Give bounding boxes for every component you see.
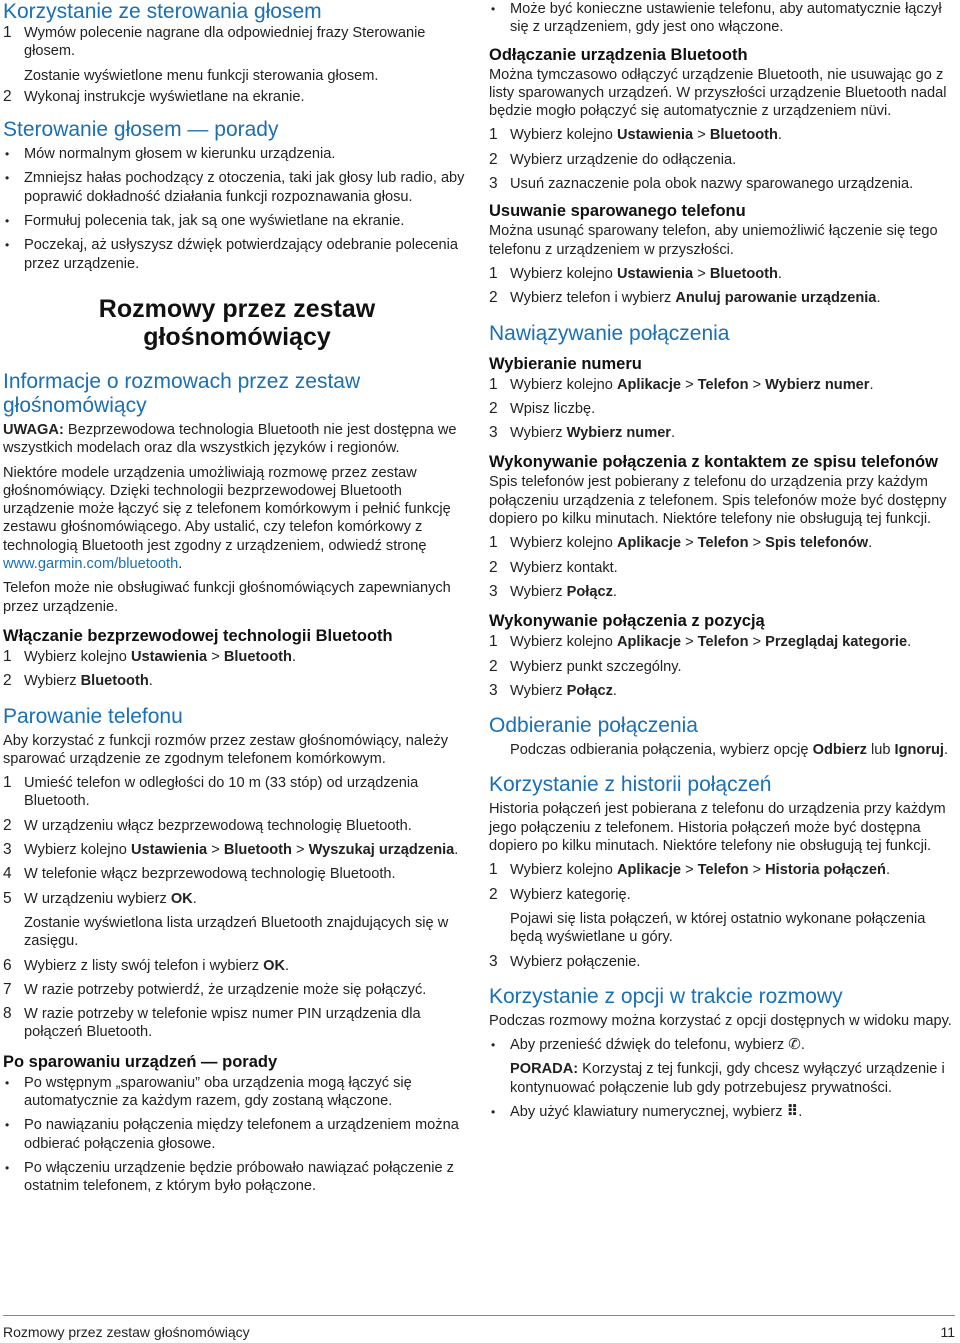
separator: > bbox=[681, 634, 698, 651]
phone-handset-icon: ✆ bbox=[788, 1036, 801, 1054]
in-call-options-intro: Podczas rozmowy można korzystać z opcji dostępnych w widoku mapy. bbox=[489, 1012, 952, 1029]
paragraph-end: . bbox=[943, 742, 949, 759]
receiving-call-text bbox=[489, 741, 955, 759]
separator: > bbox=[681, 376, 698, 393]
phone-menu-ref: Telefon bbox=[697, 862, 749, 879]
step-number: 1 bbox=[489, 633, 498, 651]
in-call-option-keypad bbox=[489, 1103, 955, 1121]
phone-support-paragraph: Telefon może nie obsługiwać funkcji głośnomówiących zapewnianych przez urządzenie. bbox=[3, 580, 451, 615]
step-text: Wybierz kolejno bbox=[24, 648, 131, 665]
step-end: . bbox=[291, 648, 296, 665]
step-text: Wybierz telefon i wybierz bbox=[510, 290, 676, 307]
voice-tip-4: • Poczekaj, aż usłyszysz dźwięk potwierdzający odebranie polecenia przez urządzenie. bbox=[3, 236, 471, 273]
pairing-step-2 bbox=[3, 817, 471, 835]
call-option-ref: Połącz bbox=[566, 682, 613, 699]
pairing-step-6 bbox=[3, 957, 471, 975]
step-number: 1 bbox=[3, 24, 12, 41]
pairing-tip-4: • Może być konieczne ustawienie telefonu, aby automatycznie łączył się z urządzeniem, gdy jest ono włączone. bbox=[489, 0, 955, 37]
poi-step-1 bbox=[489, 633, 955, 651]
step-end: . bbox=[907, 634, 912, 651]
separator: > bbox=[748, 862, 766, 879]
unpair-option-ref: Anuluj parowanie urządzenia bbox=[675, 290, 877, 307]
phone-menu-ref: Telefon bbox=[697, 535, 749, 552]
call-history-intro: Historia połączeń jest pobierana z telefonu do urządzenia przy każdym jego połączeniu z telefonem. Historia połączeń może być dostępna dopiero po kilku minutach. Niektóre telefony nie obsługują tej funkcji. bbox=[489, 801, 946, 855]
settings-menu-ref: Ustawienia bbox=[130, 648, 208, 665]
step-text: Wybierz kolejno bbox=[510, 535, 617, 552]
separator: > bbox=[748, 634, 766, 651]
step-number: 3 bbox=[489, 952, 498, 970]
right-column bbox=[489, 0, 955, 1121]
enable-bluetooth-heading: Włączanie bezprzewodowej technologii Bluetooth bbox=[3, 626, 393, 645]
bluetooth-info-paragraph bbox=[3, 464, 471, 574]
dial-step-1 bbox=[489, 376, 955, 394]
separator: > bbox=[681, 535, 698, 552]
step-text: Wybierz kontakt. bbox=[510, 559, 618, 576]
dial-step-2 bbox=[489, 400, 955, 418]
step-text: Wybierz bbox=[510, 583, 567, 600]
phonebook-menu-ref: Spis telefonów bbox=[765, 535, 869, 552]
separator: > bbox=[207, 842, 224, 859]
tip-paragraph bbox=[489, 1060, 955, 1097]
pairing-step-5 bbox=[3, 890, 471, 908]
ignore-option-ref: Ignoruj bbox=[894, 742, 944, 759]
voice-control-heading: Korzystanie ze sterowania głosem bbox=[3, 0, 322, 23]
step-text: W telefonie włącz bezprzewodową technologię Bluetooth. bbox=[24, 866, 396, 883]
phonebook-intro: Spis telefonów jest pobierany z telefonu do urządzenia przy każdym połączeniu urządzenia z telefonem. Spis telefonów może być dostępny dopiero po kilku minutach. Niektóre telefony nie obsługują tej funkcji. bbox=[489, 474, 947, 528]
pairing-heading: Parowanie telefonu bbox=[3, 704, 183, 728]
voice-tip-2: • Zmniejsz hałas pochodzący z otoczenia, taki jak głosy lub radio, aby poprawić dokładność działania funkcji rozpoznawania głosu. bbox=[3, 169, 471, 206]
bullet-text: Aby przenieść dźwięk do telefonu, wybierz bbox=[510, 1037, 789, 1054]
step-end: . bbox=[285, 957, 290, 974]
step-end: . bbox=[869, 376, 874, 393]
step-number: 2 bbox=[489, 399, 498, 417]
pairing-tip-3: • Po włączeniu urządzenie będzie próbowało nawiązać połączenie z ostatnim telefonem, z którym było połączone. bbox=[3, 1159, 471, 1196]
pairing-step-7 bbox=[3, 981, 471, 999]
separator: lub bbox=[866, 742, 895, 759]
tip-label: PORADA: bbox=[510, 1061, 579, 1078]
history-step-3 bbox=[489, 953, 955, 971]
separator: > bbox=[681, 862, 698, 879]
bluetooth-menu-ref: Bluetooth bbox=[223, 648, 292, 665]
step-end: . bbox=[148, 673, 153, 690]
apps-menu-ref: Aplikacje bbox=[616, 634, 682, 651]
step-text: Wybierz kolejno bbox=[24, 842, 131, 859]
step-text: Usuń zaznaczenie pola obok nazwy sparowanego urządzenia. bbox=[510, 176, 914, 193]
settings-menu-ref: Ustawienia bbox=[616, 265, 694, 282]
step-number: 3 bbox=[489, 681, 498, 699]
step-text: Wybierz kolejno bbox=[510, 127, 617, 144]
chapter-title-line-2: głośnomówiący bbox=[143, 322, 331, 351]
step-end: . bbox=[868, 535, 873, 552]
step-text: Wybierz kolejno bbox=[510, 265, 617, 282]
step-number: 1 bbox=[3, 774, 12, 792]
history-step-2 bbox=[489, 886, 955, 904]
step-end: . bbox=[777, 265, 782, 282]
separator: > bbox=[748, 376, 766, 393]
step-number: 1 bbox=[3, 647, 12, 665]
ok-option-ref: OK bbox=[263, 957, 285, 974]
disconnect-step-1 bbox=[489, 126, 955, 144]
poi-step-2 bbox=[489, 658, 955, 676]
step-number: 1 bbox=[489, 264, 498, 282]
remove-phone-step-1 bbox=[489, 265, 955, 283]
in-call-options-heading: Korzystanie z opcji w trakcie rozmowy bbox=[489, 984, 843, 1008]
browse-categories-ref: Przeglądaj kategorie bbox=[765, 634, 908, 651]
placing-call-heading: Nawiązywanie połączenia bbox=[489, 321, 730, 345]
step-number: 3 bbox=[3, 841, 12, 859]
dial-number-heading: Wybieranie numeru bbox=[489, 354, 642, 373]
step-number: 3 bbox=[489, 424, 498, 442]
separator: > bbox=[693, 265, 710, 282]
disconnect-step-3 bbox=[489, 175, 955, 193]
dial-step-3 bbox=[489, 424, 955, 442]
step-end: . bbox=[454, 842, 459, 859]
step-end: . bbox=[192, 890, 197, 907]
step-text: W razie potrzeby potwierdź, że urządzenie może się połączyć. bbox=[24, 981, 427, 998]
page-footer bbox=[3, 1315, 955, 1342]
bullet-end: . bbox=[800, 1037, 805, 1054]
answer-option-ref: Odbierz bbox=[812, 742, 867, 759]
tip-text: Korzystaj z tej funkcji, gdy chcesz wyłączyć urządzenie i kontynuować połączenie lub gdy potrzebujesz prywatności. bbox=[510, 1061, 945, 1096]
step-end: . bbox=[876, 290, 881, 307]
step-text: Wybierz kolejno bbox=[510, 862, 617, 879]
pairing-step-note: Zostanie wyświetlona lista urządzeń Bluetooth znajdujących się w zasięgu. bbox=[24, 914, 449, 950]
chapter-title bbox=[3, 295, 471, 351]
search-devices-ref: Wyszukaj urządzenia bbox=[308, 842, 455, 859]
step-text: Wymów polecenie nagrane dla odpowiedniej frazy Sterowanie głosem. bbox=[24, 25, 426, 60]
note-paragraph bbox=[3, 421, 471, 458]
phonebook-step-1 bbox=[489, 534, 955, 552]
phone-menu-ref: Telefon bbox=[697, 376, 749, 393]
step-text: W urządzeniu włącz bezprzewodową technologię Bluetooth. bbox=[24, 817, 412, 834]
remove-phone-step-2 bbox=[489, 289, 955, 307]
step-text: Wybierz połączenie. bbox=[510, 953, 641, 970]
chapter-title-line-1: Rozmowy przez zestaw bbox=[98, 294, 376, 323]
enable-bluetooth-step-2 bbox=[3, 672, 471, 690]
separator: > bbox=[748, 535, 766, 552]
step-end: . bbox=[612, 583, 617, 600]
step-number: 2 bbox=[3, 87, 12, 105]
pairing-step-3 bbox=[3, 841, 471, 859]
paragraph-text: Podczas odbierania połączenia, wybierz opcję bbox=[510, 742, 813, 759]
step-text: Wybierz kolejno bbox=[510, 634, 617, 651]
ok-option-ref: OK bbox=[170, 890, 193, 907]
footer-chapter-title: Rozmowy przez zestaw głośnomówiący bbox=[3, 1324, 250, 1340]
step-number: 2 bbox=[489, 289, 498, 307]
bluetooth-menu-ref: Bluetooth bbox=[709, 127, 778, 144]
bluetooth-menu-ref: Bluetooth bbox=[223, 842, 292, 859]
page-number: 11 bbox=[940, 1324, 955, 1340]
settings-menu-ref: Ustawienia bbox=[130, 842, 208, 859]
disconnect-heading: Odłączanie urządzenia Bluetooth bbox=[489, 45, 748, 64]
paragraph-text: Niektóre modele urządzenia umożliwiają rozmowę przez zestaw głośnomówiący. Dzięki technologii bezprzewodowej Bluetooth urządzenie może łączyć się z telefonem komórkowym i pełnić funkcję zestawu głośnomówiącego. Aby ustalić, czy telefon komórkowy z technologią Bluetooth jest zgodny z urządzeniem, odwiedź stronę bbox=[3, 464, 451, 554]
pairing-step-4 bbox=[3, 865, 471, 883]
dial-option-ref: Wybierz numer bbox=[566, 425, 671, 442]
step-text: Wybierz urządzenie do odłączenia. bbox=[510, 151, 737, 168]
step-text: Wykonaj instrukcje wyświetlane na ekranie. bbox=[24, 88, 305, 105]
keypad-icon: ⠿ bbox=[786, 1102, 799, 1120]
voice-tip-1: • Mów normalnym głosem w kierunku urządzenia. bbox=[3, 145, 471, 163]
step-end: . bbox=[671, 425, 676, 442]
step-text: Wybierz bbox=[24, 673, 81, 690]
apps-menu-ref: Aplikacje bbox=[616, 376, 682, 393]
enable-bluetooth-step-1 bbox=[3, 648, 471, 666]
step-number: 3 bbox=[489, 582, 498, 600]
disconnect-step-2 bbox=[489, 151, 955, 169]
pairing-step-8 bbox=[3, 1005, 471, 1042]
phonebook-step-3 bbox=[489, 583, 955, 601]
pairing-step-1 bbox=[3, 774, 471, 811]
note-text: Bezprzewodowa technologia Bluetooth nie jest dostępna we wszystkich modelach oraz dla wszystkich języków i regionów. bbox=[3, 421, 457, 457]
handsfree-info-heading: Informacje o rozmowach przez zestaw głośnomówiący bbox=[3, 369, 361, 417]
call-option-ref: Połącz bbox=[566, 583, 613, 600]
poi-step-3 bbox=[489, 682, 955, 700]
apps-menu-ref: Aplikacje bbox=[616, 862, 682, 879]
receiving-call-heading: Odbieranie połączenia bbox=[489, 714, 698, 738]
bluetooth-option-ref: Bluetooth bbox=[80, 673, 149, 690]
step-number: 2 bbox=[489, 885, 498, 903]
pairing-tips-heading: Po sparowaniu urządzeń — porady bbox=[3, 1052, 278, 1071]
garmin-bluetooth-link[interactable]: www.garmin.com/bluetooth bbox=[3, 556, 179, 573]
voice-tips-heading: Sterowanie głosem — porady bbox=[3, 118, 279, 142]
step-number: 2 bbox=[489, 657, 498, 675]
step-number: 1 bbox=[489, 861, 498, 879]
history-step-note: Pojawi się lista połączeń, w której ostatnio wykonane połączenia będą wyświetlane u góry. bbox=[510, 910, 926, 946]
settings-menu-ref: Ustawienia bbox=[616, 127, 694, 144]
in-call-option-transfer bbox=[489, 1036, 955, 1054]
step-number: 7 bbox=[3, 980, 12, 998]
voice-step-note: Zostanie wyświetlone menu funkcji sterowania głosem. bbox=[24, 67, 379, 84]
step-number: 2 bbox=[489, 150, 498, 168]
bluetooth-menu-ref: Bluetooth bbox=[709, 265, 778, 282]
step-text: Wybierz bbox=[510, 682, 567, 699]
remove-phone-intro: Można usunąć sparowany telefon, aby uniemożliwić łączenie się tego telefonu z urządzeniem w przyszłości. bbox=[489, 223, 938, 258]
step-number: 1 bbox=[489, 126, 498, 144]
step-text: Wybierz kolejno bbox=[510, 376, 617, 393]
step-end: . bbox=[885, 862, 891, 879]
step-text: W razie potrzeby w telefonie wpisz numer PIN urządzenia dla połączeń Bluetooth. bbox=[24, 1006, 421, 1041]
voice-step-1 bbox=[3, 24, 471, 61]
pairing-intro: Aby korzystać z funkcji rozmów przez zestaw głośnomówiący, należy sparować urządzenie ze zgodnym telefonem komórkowym. bbox=[3, 732, 448, 767]
call-history-menu-ref: Historia połączeń bbox=[765, 862, 886, 879]
phone-menu-ref: Telefon bbox=[697, 634, 749, 651]
step-end: . bbox=[777, 127, 782, 144]
call-history-heading: Korzystanie z historii połączeń bbox=[489, 773, 772, 797]
step-number: 5 bbox=[3, 889, 12, 907]
pairing-tip-2: • Po nawiązaniu połączenia między telefonem a urządzeniem można odbierać połączenia głosowe. bbox=[3, 1116, 471, 1153]
step-number: 2 bbox=[3, 816, 12, 834]
step-end: . bbox=[612, 682, 617, 699]
step-number: 1 bbox=[489, 534, 498, 552]
step-text: Wybierz kategorię. bbox=[510, 886, 631, 903]
pairing-tip-1: • Po wstępnym „sparowaniu” oba urządzenia mogą łączyć się automatycznie za każdym razem, gdy zostaną włączone. bbox=[3, 1074, 471, 1111]
voice-step-2 bbox=[3, 88, 471, 106]
separator: > bbox=[291, 842, 309, 859]
paragraph-end: . bbox=[178, 556, 183, 573]
step-number: 2 bbox=[489, 558, 498, 576]
step-text: Wpisz liczbę. bbox=[510, 400, 596, 417]
step-number: 1 bbox=[489, 375, 498, 393]
disconnect-intro: Można tymczasowo odłączyć urządzenie Bluetooth, nie usuwając go z listy sparowanych urządzeń. W przyszłości urządzenie Bluetooth nadal będzie mogło połączyć się automatycznie z urządzeniem nüvi. bbox=[489, 66, 947, 120]
bullet-end: . bbox=[798, 1103, 803, 1120]
step-number: 2 bbox=[3, 672, 12, 690]
step-number: 6 bbox=[3, 956, 12, 974]
separator: > bbox=[207, 648, 224, 665]
remove-phone-heading: Usuwanie sparowanego telefonu bbox=[489, 202, 746, 221]
step-text: Wybierz z listy swój telefon i wybierz bbox=[24, 957, 264, 974]
step-text: Wybierz punkt szczególny. bbox=[510, 658, 682, 675]
separator: > bbox=[693, 127, 710, 144]
step-number: 4 bbox=[3, 865, 12, 883]
dial-menu-ref: Wybierz numer bbox=[765, 376, 870, 393]
poi-call-heading: Wykonywanie połączenia z pozycją bbox=[489, 612, 765, 631]
voice-tip-3: • Formułuj polecenia tak, jak są one wyświetlane na ekranie. bbox=[3, 212, 471, 230]
step-text: Wybierz bbox=[510, 425, 567, 442]
left-column bbox=[3, 0, 471, 1195]
bullet-text: Aby użyć klawiatury numerycznej, wybierz bbox=[510, 1103, 787, 1120]
step-text: Umieść telefon w odległości do 10 m (33 stóp) od urządzenia Bluetooth. bbox=[24, 775, 419, 810]
note-label: UWAGA: bbox=[3, 421, 64, 438]
step-number: 3 bbox=[489, 175, 498, 193]
phonebook-call-heading: Wykonywanie połączenia z kontaktem ze spisu telefonów bbox=[489, 453, 938, 472]
step-text: W urządzeniu wybierz bbox=[24, 890, 171, 907]
phonebook-step-2 bbox=[489, 559, 955, 577]
apps-menu-ref: Aplikacje bbox=[616, 535, 682, 552]
step-number: 8 bbox=[3, 1005, 12, 1023]
history-step-1 bbox=[489, 861, 955, 879]
